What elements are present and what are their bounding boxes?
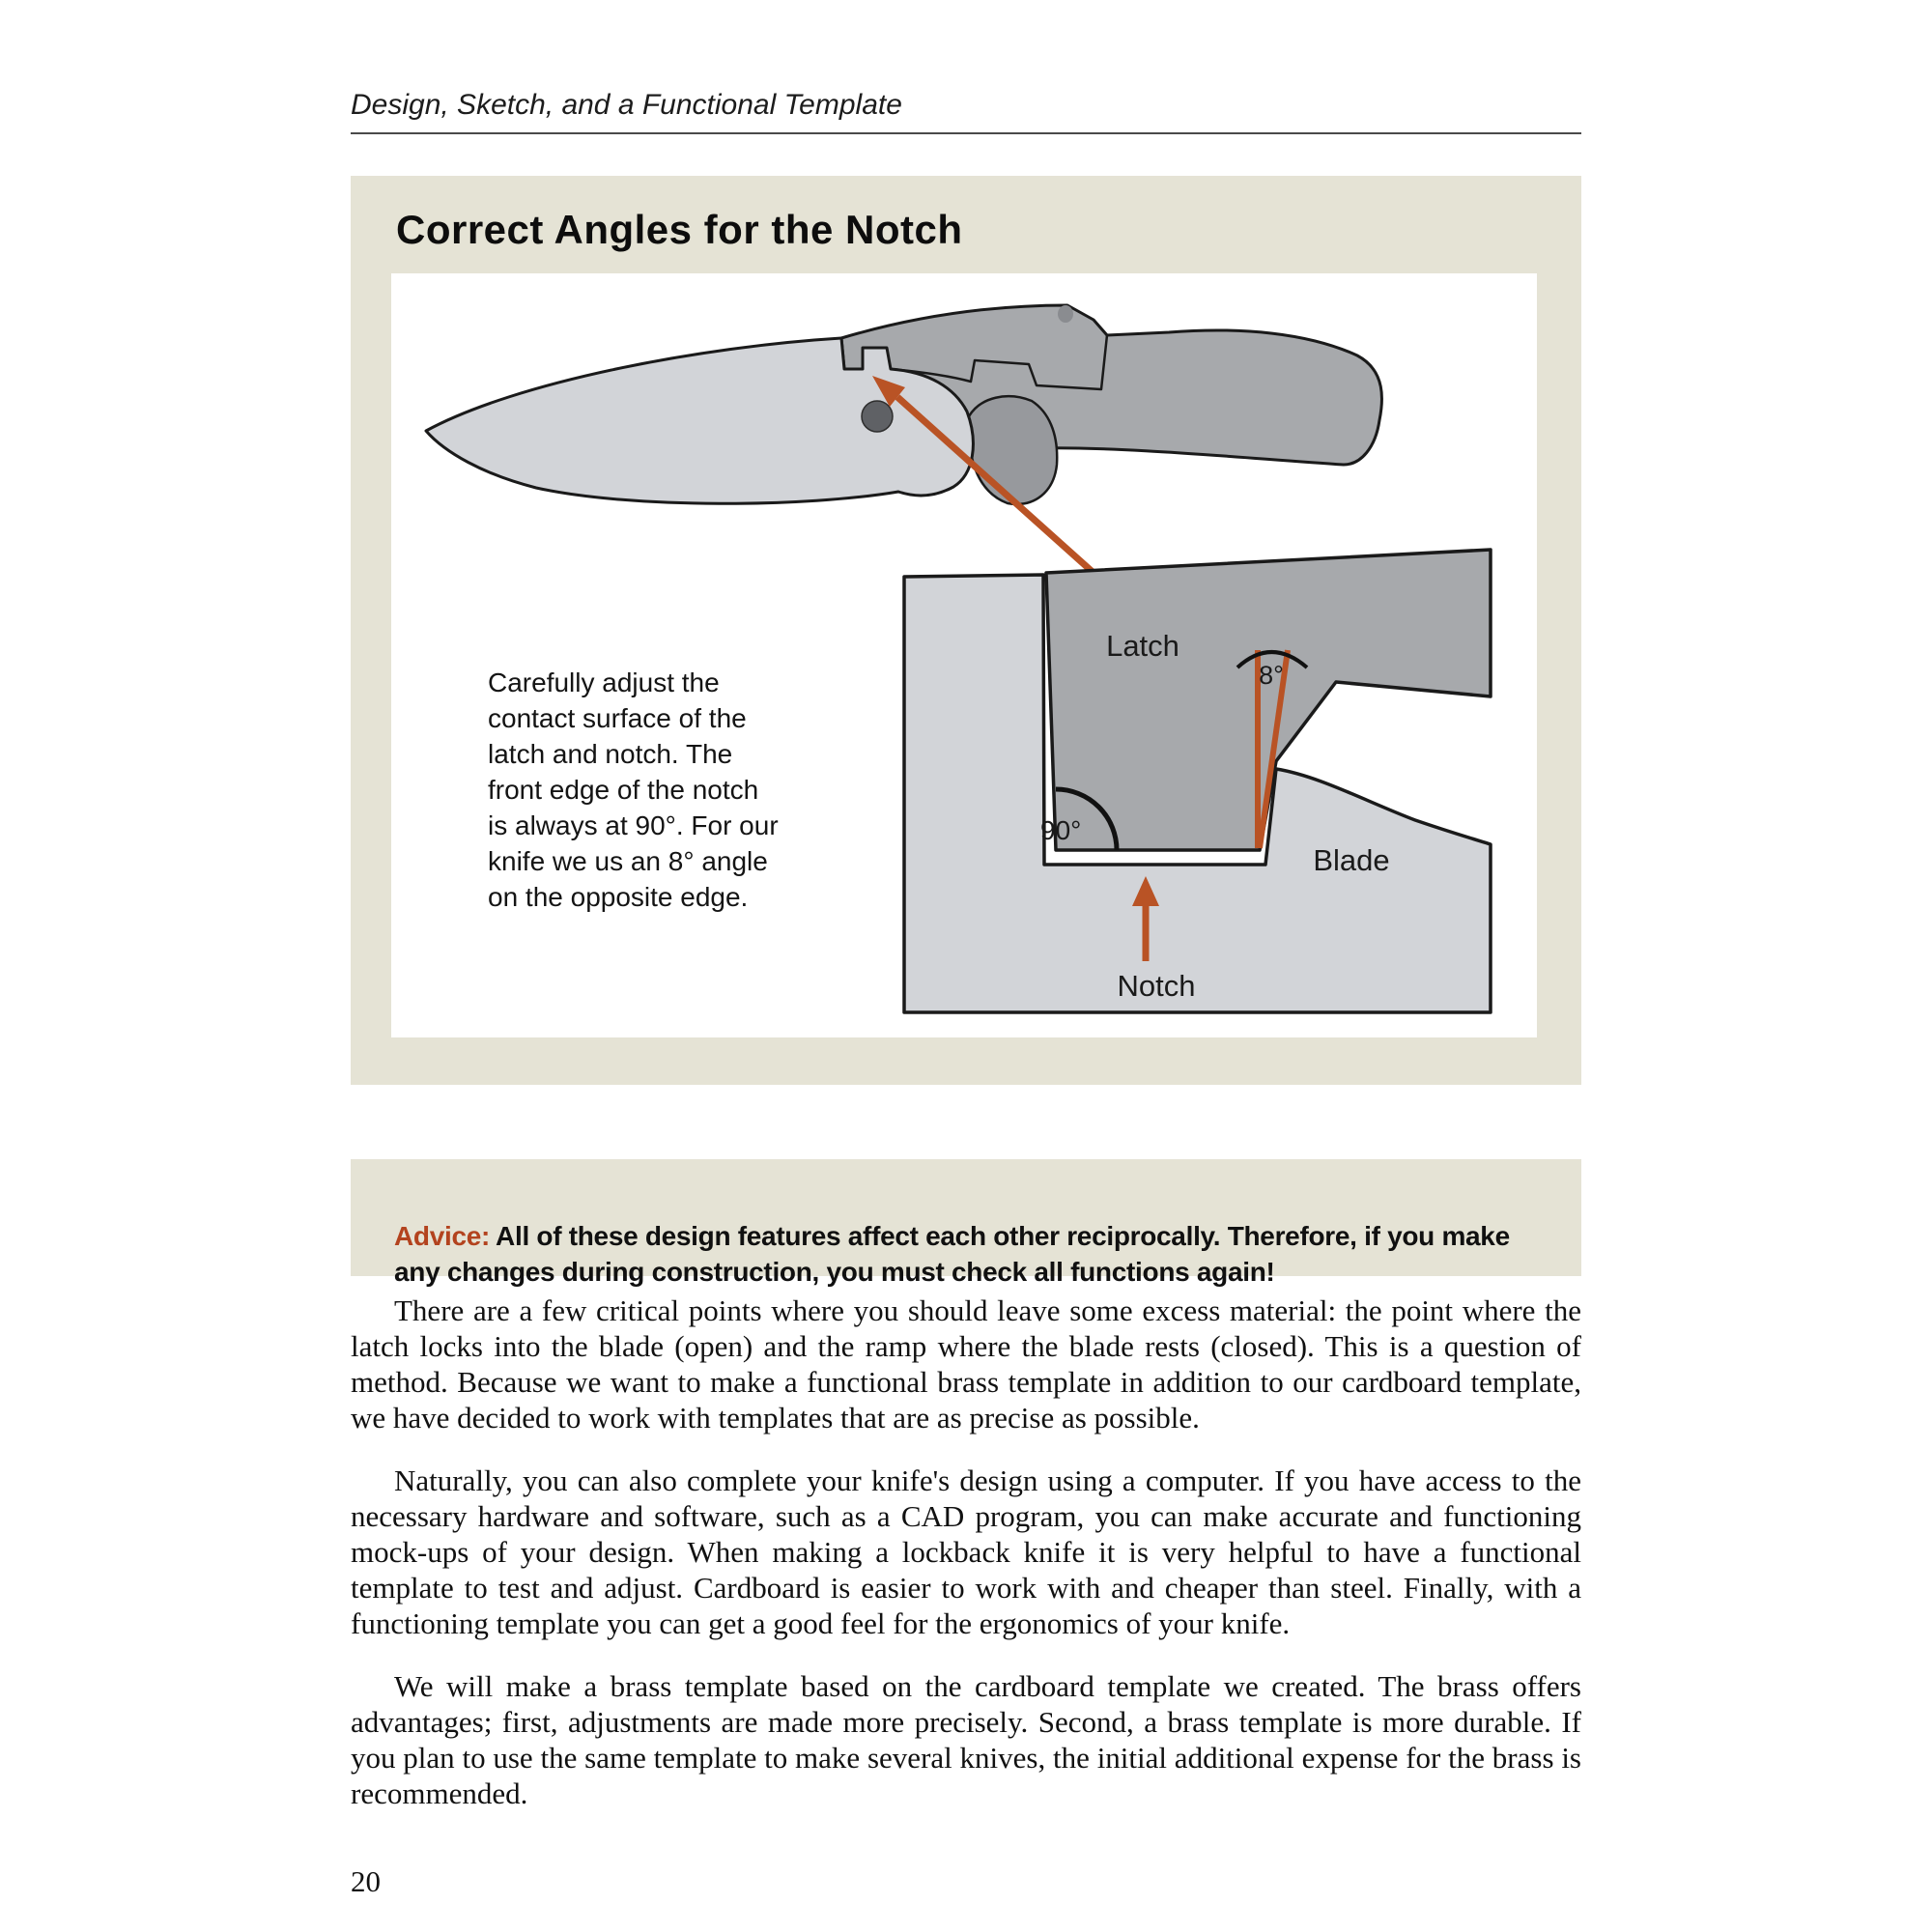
advice-label: Advice:	[394, 1221, 491, 1251]
body-paragraph: Naturally, you can also complete your knife's design using a computer. If you have access to the necessary hardware and software, such as a CAD program, you can make accurate and functioning mock-ups of your design. When making a lockback knife it is very helpful to have a functional template to test and adjust. Cardboard is easier to work with and cheaper than steel. Finally, with a functioning template you can get a good feel for the ergonomics of your knife.	[351, 1463, 1581, 1640]
running-head: Design, Sketch, and a Functional Template	[351, 89, 902, 121]
spine-pin-hole	[1058, 305, 1073, 323]
page-number: 20	[351, 1864, 381, 1898]
header-rule	[351, 132, 1581, 134]
caption-line: Carefully adjust the	[488, 668, 720, 697]
notch-label: Notch	[1117, 969, 1196, 1003]
body-copy	[351, 1293, 1581, 1838]
caption-line: on the opposite edge.	[488, 882, 749, 912]
latch-notch-detail	[904, 550, 1491, 1012]
advice-body: All of these design features affect each other reciprocally. Therefore, if you make any changes during construction, you must check all functions again!	[394, 1221, 1510, 1287]
figure-panel	[391, 273, 1537, 1037]
caption-line: is always at 90°. For our	[488, 810, 779, 840]
caption-line: front edge of the notch	[488, 775, 759, 805]
caption-line: knife we us an 8° angle	[488, 846, 768, 876]
caption-line: contact surface of the	[488, 703, 747, 733]
advice-box	[351, 1159, 1581, 1287]
blade-label: Blade	[1313, 843, 1390, 877]
angle-8-label: 8°	[1259, 661, 1284, 690]
latch-label: Latch	[1106, 629, 1179, 663]
knife-diagram	[391, 273, 1537, 1037]
body-paragraph: There are a few critical points where you should leave some excess material: the point where the latch locks into the blade (open) and the ramp where the blade rests (closed). This is a question of method. Because we want to make a functional brass template in addition to our cardboard template, we have decided to work with templates that are as precise as possible.	[351, 1293, 1581, 1435]
figure-caption	[488, 665, 807, 915]
caption-line: latch and notch. The	[488, 739, 733, 769]
pivot-pin	[862, 401, 893, 432]
angle-90-label: 90°	[1040, 815, 1082, 845]
advice-text	[394, 1218, 1553, 1290]
figure-box	[351, 176, 1581, 1085]
figure-title: Correct Angles for the Notch	[396, 207, 963, 252]
knife-spacer-shape	[969, 396, 1057, 504]
body-paragraph: We will make a brass template based on the cardboard template we created. The brass offers advantages; first, adjustments are made more precisely. Second, a brass template is more durable. If you plan to use the same template to make several knives, the initial additional expense for the brass is recommended.	[351, 1669, 1581, 1810]
